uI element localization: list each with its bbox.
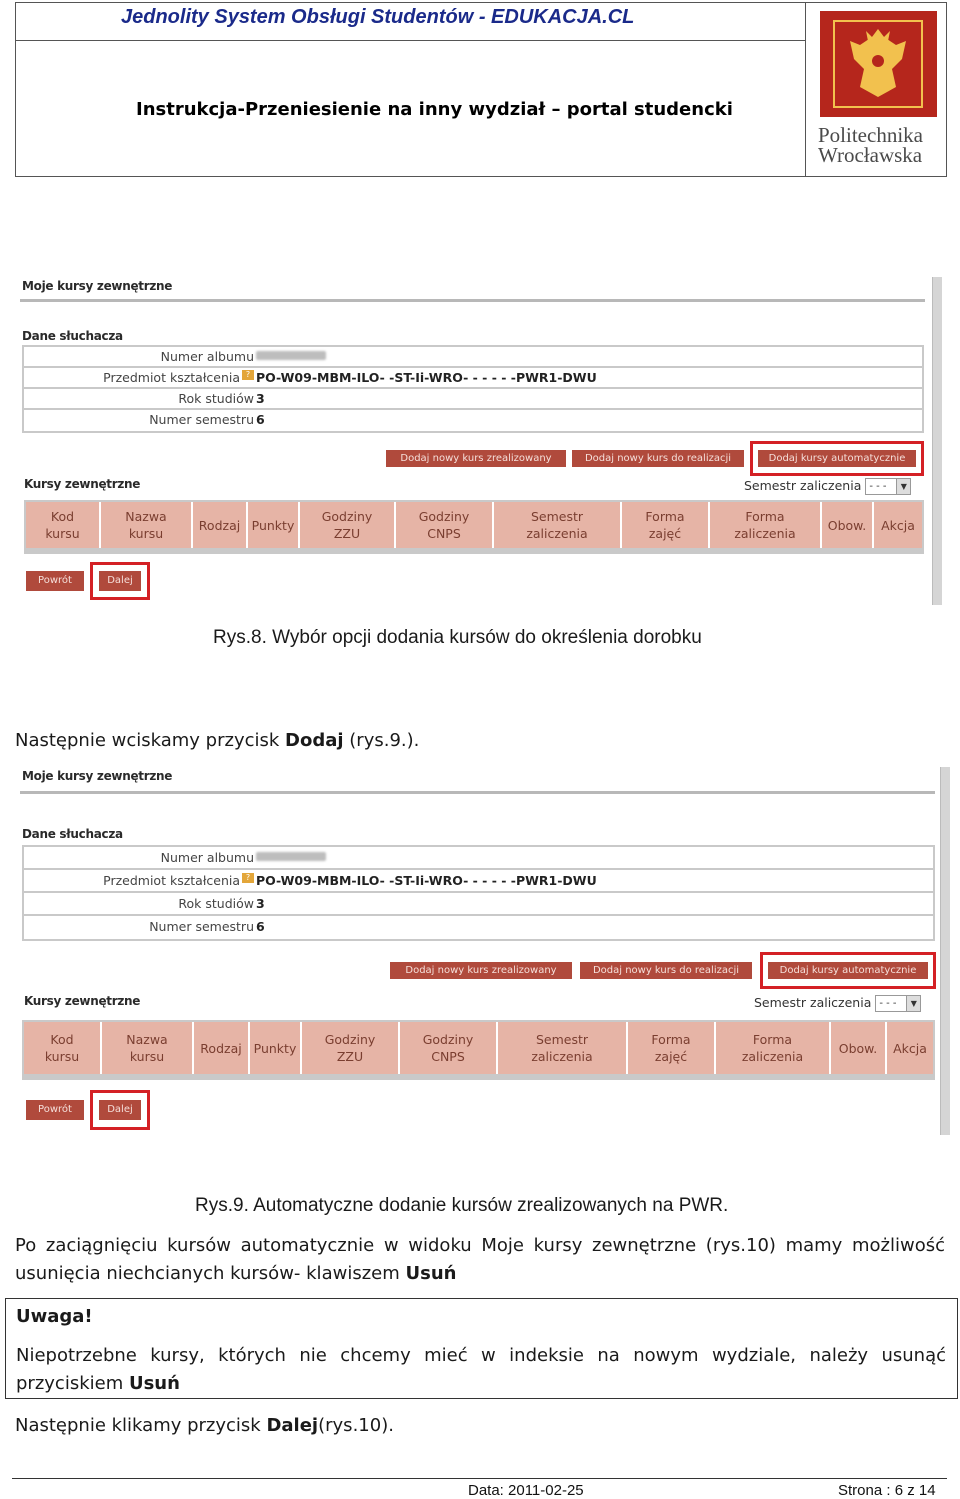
warning-text: Niepotrzebne kursy, których nie chcemy mieć w indeksie na nowym wydziale, należy usunąć przyciskiem Usuń (16, 1345, 946, 1394)
column-header[interactable]: Akcja (881, 517, 915, 533)
field-value: PO-W09-MBM-ILO- -ST-Ii-WRO- - - - - -PWR1-DWU (256, 370, 597, 385)
field-label: Rok studiów (178, 896, 254, 911)
field-value: 3 (256, 391, 265, 406)
column-header[interactable]: Forma zajęć (622, 502, 710, 548)
field-value: PO-W09-MBM-ILO- -ST-Ii-WRO- - - - - -PWR1-DWU (256, 873, 597, 888)
semester-select[interactable]: - - - ▼ (865, 478, 911, 495)
column-header[interactable]: Obow. (822, 502, 874, 548)
column-header[interactable]: Akcja (893, 1040, 927, 1056)
warning-box (5, 1298, 958, 1399)
column-header[interactable]: Nazwa kursu (101, 502, 193, 548)
column-header[interactable]: Forma zajęć (628, 1022, 716, 1074)
paragraph-1: Następnie wciskamy przycisk Dodaj (rys.9.). (15, 730, 420, 751)
student-info-table (22, 845, 935, 941)
paragraph-2: Po zaciągnięciu kursów automatycznie w widoku Moje kursy zewnętrzne (rys.10) mamy możliwość usunięcia niechcianych kursów- klawiszem Usuń (15, 1235, 945, 1284)
field-label: Przedmiot kształcenia (103, 370, 240, 385)
next-button[interactable]: Dalej (99, 571, 141, 591)
help-icon[interactable]: ? (242, 873, 254, 883)
document-subtitle: Instrukcja-Przeniesienie na inny wydział – portal studencki (16, 41, 806, 176)
page-title: Moje kursy zewnętrzne (22, 279, 173, 293)
chevron-down-icon: ▼ (896, 479, 910, 494)
courses-table-header (22, 1020, 935, 1076)
semester-label: Semestr zaliczenia (744, 478, 862, 493)
university-logo (818, 11, 942, 171)
figure-8-caption: Rys.8. Wybór opcji dodania kursów do określenia dorobku (213, 627, 702, 648)
courses-section-title: Kursy zewnętrzne (24, 477, 141, 491)
add-completed-course-button[interactable]: Dodaj nowy kurs zrealizowany (390, 962, 572, 979)
column-header[interactable]: Kod kursu (24, 1022, 102, 1074)
column-header[interactable]: Godziny ZZU (302, 1022, 400, 1074)
add-courses-automatically-button[interactable]: Dodaj kursy automatycznie (768, 962, 928, 979)
column-header[interactable]: Godziny ZZU (300, 502, 396, 548)
album-number-blurred (256, 852, 326, 861)
column-header[interactable]: Rodzaj (193, 502, 248, 548)
column-header[interactable]: Godziny CNPS (400, 1022, 498, 1074)
highlight-box (90, 562, 150, 600)
column-header[interactable]: Nazwa kursu (102, 1022, 194, 1074)
eagle-emblem-icon (820, 11, 937, 117)
student-info-table (22, 345, 924, 433)
courses-section-title: Kursy zewnętrzne (24, 994, 141, 1008)
add-planned-course-button[interactable]: Dodaj nowy kurs do realizacji (572, 450, 744, 467)
field-label: Rok studiów (178, 391, 254, 406)
warning-title: Uwaga! (16, 1306, 93, 1327)
column-header[interactable]: Punkty (250, 1022, 302, 1074)
add-courses-automatically-button[interactable]: Dodaj kursy automatycznie (758, 450, 916, 467)
column-header[interactable]: Forma zaliczenia (710, 502, 822, 548)
system-title: Jednolity System Obsługi Studentów - EDUKACJA.CL (16, 3, 806, 41)
figure-8-screenshot (20, 275, 950, 605)
column-header[interactable]: Forma zaliczenia (716, 1022, 831, 1074)
column-header[interactable]: Obow. (831, 1022, 887, 1074)
semester-select[interactable]: - - - ▼ (875, 995, 921, 1012)
back-button[interactable]: Powrót (26, 571, 84, 591)
help-icon[interactable]: ? (242, 370, 254, 380)
field-label: Numer albumu (160, 850, 254, 865)
vertical-scrollbar[interactable] (940, 767, 950, 1135)
next-button[interactable]: Dalej (99, 1100, 141, 1120)
vertical-scrollbar[interactable] (932, 277, 942, 605)
courses-table-header (24, 500, 924, 550)
back-button[interactable]: Powrót (26, 1100, 84, 1120)
page-title: Moje kursy zewnętrzne (22, 769, 173, 783)
field-label: Numer semestru (149, 919, 254, 934)
column-header[interactable]: Kod kursu (26, 502, 101, 548)
paragraph-3: Następnie klikamy przycisk Dalej(rys.10). (15, 1415, 394, 1436)
column-header[interactable]: Semestr zaliczenia (494, 502, 622, 548)
semester-label: Semestr zaliczenia (754, 995, 872, 1010)
footer-divider (12, 1478, 947, 1479)
field-value: 6 (256, 412, 265, 427)
highlight-box (760, 952, 936, 989)
column-header[interactable]: Godziny CNPS (396, 502, 494, 548)
logo-line-1: Politechnika (818, 123, 923, 147)
document-header (15, 2, 947, 177)
footer-page-number: Strona : 6 z 14 (838, 1482, 936, 1499)
chevron-down-icon: ▼ (906, 996, 920, 1011)
field-label: Przedmiot kształcenia (103, 873, 240, 888)
field-label: Numer albumu (160, 349, 254, 364)
footer-date: Data: 2011-02-25 (468, 1482, 584, 1499)
highlight-box (750, 441, 924, 476)
column-header[interactable]: Rodzaj (194, 1022, 250, 1074)
field-value: 6 (256, 919, 265, 934)
column-header[interactable]: Punkty (248, 502, 300, 548)
field-label: Numer semestru (149, 412, 254, 427)
column-header[interactable]: Semestr zaliczenia (498, 1022, 628, 1074)
add-planned-course-button[interactable]: Dodaj nowy kurs do realizacji (580, 962, 752, 979)
highlight-box (90, 1090, 150, 1130)
field-value: 3 (256, 896, 265, 911)
figure-9-screenshot (20, 765, 950, 1137)
add-completed-course-button[interactable]: Dodaj nowy kurs zrealizowany (386, 450, 566, 467)
student-section-title: Dane słuchacza (22, 827, 123, 841)
album-number-blurred (256, 351, 326, 360)
logo-line-2: Wrocławska (818, 143, 923, 167)
student-section-title: Dane słuchacza (22, 329, 123, 343)
figure-9-caption: Rys.9. Automatyczne dodanie kursów zrealizowanych na PWR. (195, 1195, 729, 1216)
